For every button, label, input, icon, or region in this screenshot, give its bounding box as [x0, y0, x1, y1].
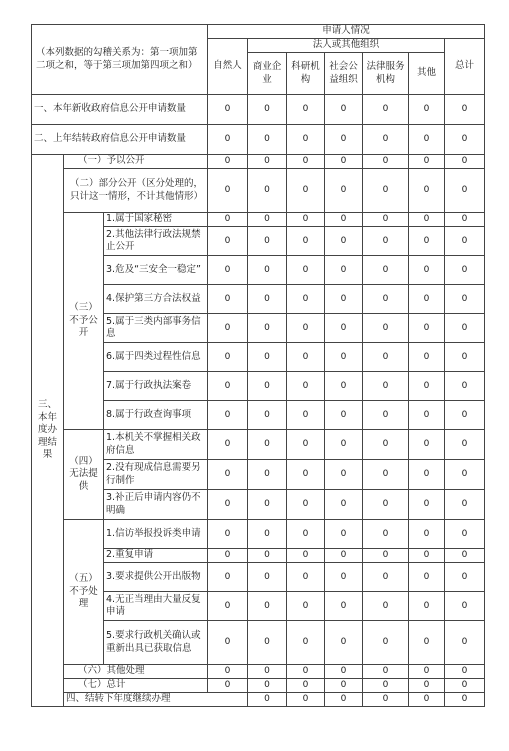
cell-total: 0	[445, 372, 485, 401]
cell-natural-person: 0	[208, 285, 248, 314]
cell-other: 0	[409, 314, 445, 343]
cell-other: 0	[409, 372, 445, 401]
cell-social: 0	[325, 460, 363, 490]
cell-social: 0	[325, 125, 363, 155]
cell-natural-person: 0	[208, 314, 248, 343]
table-row	[32, 520, 485, 549]
cell-other: 0	[409, 679, 445, 693]
table-row	[32, 679, 485, 693]
cell-legal-service: 0	[363, 621, 409, 665]
cell-research: 0	[287, 343, 325, 372]
cell-commercial: 0	[287, 693, 325, 707]
table-row	[32, 125, 485, 155]
cell-social: 0	[325, 314, 363, 343]
cell-commercial: 0	[248, 563, 287, 592]
row-label: 4.无正当理由大量反复申请	[104, 592, 208, 621]
group-not-processed: （五）不予处理	[64, 520, 104, 665]
row-label: （七）总计	[64, 679, 208, 693]
cell-total: 0	[445, 155, 485, 169]
row-label: 3.补正后申请内容仍不明确	[104, 490, 208, 520]
row-label: 1.本机关不掌握相关政府信息	[104, 430, 208, 460]
cell-other: 0	[409, 430, 445, 460]
cell-natural-person: 0	[208, 372, 248, 401]
cell-social: 0	[325, 430, 363, 460]
row-label: （一）予以公开	[64, 155, 208, 169]
table-row	[32, 213, 485, 227]
table-row	[32, 95, 485, 125]
cell-total: 0	[445, 621, 485, 665]
cell-research: 0	[287, 430, 325, 460]
cell-legal-service: 0	[363, 155, 409, 169]
cell-legal-service: 0	[363, 430, 409, 460]
row-label: 4.保护第三方合法权益	[104, 285, 208, 314]
cell-other: 0	[409, 285, 445, 314]
research-header: 科研机构	[287, 53, 325, 95]
row-label: 5.要求行政机关确认或重新出具已获取信息	[104, 621, 208, 665]
cell-research: 0	[287, 314, 325, 343]
cell-other: 0	[409, 592, 445, 621]
legal-group-header: 法人或其他组织	[248, 39, 445, 53]
cell-commercial: 0	[248, 621, 287, 665]
cell-commercial: 0	[248, 95, 287, 125]
cell-natural-person: 0	[208, 430, 248, 460]
cell-legal-service: 0	[363, 490, 409, 520]
cell-other: 0	[409, 563, 445, 592]
cell-other: 0	[409, 343, 445, 372]
cell-research: 0	[287, 213, 325, 227]
row-label: 2.其他法律行政法规禁止公开	[104, 227, 208, 256]
cell-research: 0	[287, 679, 325, 693]
cell-other: 0	[409, 460, 445, 490]
cell-other: 0	[409, 549, 445, 563]
cell-natural-person: 0	[208, 125, 248, 155]
cell-total: 0	[445, 490, 485, 520]
cell-social: 0	[325, 401, 363, 430]
table-row	[32, 665, 485, 679]
applicant-situation-header: 申请人情况	[208, 25, 485, 39]
cell-other: 0	[409, 401, 445, 430]
cell-total: 0	[445, 343, 485, 372]
cell-social: 0	[325, 592, 363, 621]
cell-total: 0	[445, 256, 485, 285]
cell-legal-service: 0	[363, 592, 409, 621]
row-label: （六）其他处理	[64, 665, 208, 679]
cell-social: 0	[325, 343, 363, 372]
cell-natural-person: 0	[248, 693, 287, 707]
cell-commercial: 0	[248, 256, 287, 285]
cell-other: 0	[409, 169, 445, 213]
cell-natural-person: 0	[208, 460, 248, 490]
cell-legal-service: 0	[363, 227, 409, 256]
cell-social: 0	[325, 563, 363, 592]
cell-total: 0	[445, 563, 485, 592]
cell-total: 0	[445, 549, 485, 563]
cell-legal-service: 0	[363, 125, 409, 155]
cell-natural-person: 0	[208, 95, 248, 125]
natural-person-header: 自然人	[208, 39, 248, 95]
row-label: 2.没有现成信息需要另行制作	[104, 460, 208, 490]
cell-other: 0	[409, 490, 445, 520]
cell-commercial: 0	[248, 401, 287, 430]
cell-total: 0	[445, 213, 485, 227]
row-label: 2.重复申请	[104, 549, 208, 563]
cell-commercial: 0	[248, 665, 287, 679]
cell-commercial: 0	[248, 213, 287, 227]
cell-natural-person: 0	[208, 343, 248, 372]
cell-commercial: 0	[248, 169, 287, 213]
cell-commercial: 0	[248, 460, 287, 490]
cell-research: 0	[287, 549, 325, 563]
cell-natural-person: 0	[208, 592, 248, 621]
cell-total: 0	[445, 665, 485, 679]
cell-research: 0	[325, 693, 363, 707]
group-cannot-provide: （四）无法提供	[64, 430, 104, 520]
cell-research: 0	[287, 520, 325, 549]
cell-total: 0	[445, 227, 485, 256]
cell-legal-service: 0	[363, 679, 409, 693]
row-label: 四、结转下年度继续办理	[64, 693, 248, 707]
cell-natural-person: 0	[208, 621, 248, 665]
cell-research: 0	[287, 125, 325, 155]
cell-other: 0	[409, 665, 445, 679]
cell-social: 0	[325, 621, 363, 665]
cell-social: 0	[325, 169, 363, 213]
cell-natural-person: 0	[208, 256, 248, 285]
cell-social: 0	[325, 213, 363, 227]
cell-social: 0	[325, 549, 363, 563]
group-not-disclosed: （三）不予公开	[64, 213, 104, 430]
other-header: 其他	[409, 53, 445, 95]
cell-commercial: 0	[248, 490, 287, 520]
cell-natural-person: 0	[208, 549, 248, 563]
cell-social: 0	[325, 155, 363, 169]
row-label: 1.信访举报投诉类申请	[104, 520, 208, 549]
cell-research: 0	[287, 95, 325, 125]
cell-total: 0	[445, 95, 485, 125]
cell-total: 0	[445, 401, 485, 430]
cell-legal-service: 0	[363, 460, 409, 490]
cell-total: 0	[445, 520, 485, 549]
commercial-header: 商业企业	[248, 53, 287, 95]
cell-social: 0	[325, 679, 363, 693]
cell-other: 0	[409, 256, 445, 285]
table-row	[32, 169, 485, 213]
cell-research: 0	[287, 256, 325, 285]
cell-legal-service: 0	[409, 693, 445, 707]
cell-research: 0	[287, 372, 325, 401]
cell-natural-person: 0	[208, 213, 248, 227]
cell-total: 0	[445, 430, 485, 460]
cell-social: 0	[325, 95, 363, 125]
cell-research: 0	[287, 401, 325, 430]
cell-commercial: 0	[248, 227, 287, 256]
cell-commercial: 0	[248, 155, 287, 169]
row-label: 3.要求提供公开出版物	[104, 563, 208, 592]
cell-natural-person: 0	[208, 563, 248, 592]
row-label: 8.属于行政查询事项	[104, 401, 208, 430]
cell-total: 0	[445, 169, 485, 213]
cell-other: 0	[445, 693, 485, 707]
cell-research: 0	[287, 592, 325, 621]
cell-commercial: 0	[248, 592, 287, 621]
cell-total: 0	[445, 592, 485, 621]
cell-research: 0	[287, 665, 325, 679]
cell-social: 0	[325, 227, 363, 256]
cell-other: 0	[409, 155, 445, 169]
row-label: 3.危及“三安全一稳定”	[104, 256, 208, 285]
cell-commercial: 0	[248, 679, 287, 693]
cell-total: 0	[445, 314, 485, 343]
row-label: 6.属于四类过程性信息	[104, 343, 208, 372]
cell-social: 0	[325, 256, 363, 285]
cell-natural-person: 0	[208, 520, 248, 549]
cell-research: 0	[287, 563, 325, 592]
cell-total: 0	[445, 125, 485, 155]
cell-other: 0	[409, 95, 445, 125]
cell-commercial: 0	[248, 343, 287, 372]
cell-legal-service: 0	[363, 169, 409, 213]
cell-legal-service: 0	[363, 372, 409, 401]
table-intro: （本列数据的勾稽关系为：第一项加第二项之和，等于第三项加第四项之和）	[32, 25, 208, 95]
cell-legal-service: 0	[363, 256, 409, 285]
cell-natural-person: 0	[208, 665, 248, 679]
social-header: 社会公益组织	[325, 53, 363, 95]
cell-legal-service: 0	[363, 213, 409, 227]
cell-commercial: 0	[248, 314, 287, 343]
cell-other: 0	[409, 125, 445, 155]
gov-info-disclosure-table	[31, 24, 485, 707]
row-label: 一、本年新收政府信息公开申请数量	[32, 95, 208, 125]
table-row	[32, 430, 485, 460]
row-label: 1.属于国家秘密	[104, 213, 208, 227]
cell-commercial: 0	[248, 430, 287, 460]
row-label: 二、上年结转政府信息公开申请数量	[32, 125, 208, 155]
cell-natural-person: 0	[208, 490, 248, 520]
cell-social: 0	[325, 490, 363, 520]
cell-natural-person: 0	[208, 227, 248, 256]
row-label: 7.属于行政执法案卷	[104, 372, 208, 401]
cell-legal-service: 0	[363, 343, 409, 372]
cell-total: 0	[445, 285, 485, 314]
cell-legal-service: 0	[363, 520, 409, 549]
cell-legal-service: 0	[363, 285, 409, 314]
cell-legal-service: 0	[363, 401, 409, 430]
cell-total: 0	[445, 679, 485, 693]
cell-research: 0	[287, 169, 325, 213]
cell-natural-person: 0	[208, 155, 248, 169]
row-label: 5.属于三类内部事务信息	[104, 314, 208, 343]
cell-commercial: 0	[248, 125, 287, 155]
cell-commercial: 0	[248, 520, 287, 549]
cell-other: 0	[409, 520, 445, 549]
cell-social: 0	[325, 372, 363, 401]
row3-main-label: 三、本年度办理结果	[32, 155, 64, 707]
cell-social: 0	[325, 665, 363, 679]
cell-commercial: 0	[248, 372, 287, 401]
row-label: （二）部分公开（区分处理的，只计这一情形，不计其他情形）	[64, 169, 208, 213]
cell-research: 0	[287, 227, 325, 256]
total-header: 总计	[445, 39, 485, 95]
cell-research: 0	[287, 155, 325, 169]
cell-other: 0	[409, 621, 445, 665]
cell-social: 0	[363, 693, 409, 707]
cell-commercial: 0	[248, 285, 287, 314]
cell-research: 0	[287, 621, 325, 665]
cell-natural-person: 0	[208, 401, 248, 430]
cell-other: 0	[409, 227, 445, 256]
cell-legal-service: 0	[363, 549, 409, 563]
cell-social: 0	[325, 285, 363, 314]
cell-legal-service: 0	[363, 314, 409, 343]
cell-natural-person: 0	[208, 679, 248, 693]
cell-commercial: 0	[248, 549, 287, 563]
table-row	[32, 693, 485, 707]
cell-other: 0	[409, 213, 445, 227]
cell-social: 0	[325, 520, 363, 549]
cell-total: 0	[445, 460, 485, 490]
cell-legal-service: 0	[363, 95, 409, 125]
cell-research: 0	[287, 490, 325, 520]
cell-natural-person: 0	[208, 169, 248, 213]
cell-legal-service: 0	[363, 665, 409, 679]
cell-research: 0	[287, 460, 325, 490]
cell-research: 0	[287, 285, 325, 314]
legal-service-header: 法律服务机构	[363, 53, 409, 95]
table-row	[32, 155, 485, 169]
cell-legal-service: 0	[363, 563, 409, 592]
